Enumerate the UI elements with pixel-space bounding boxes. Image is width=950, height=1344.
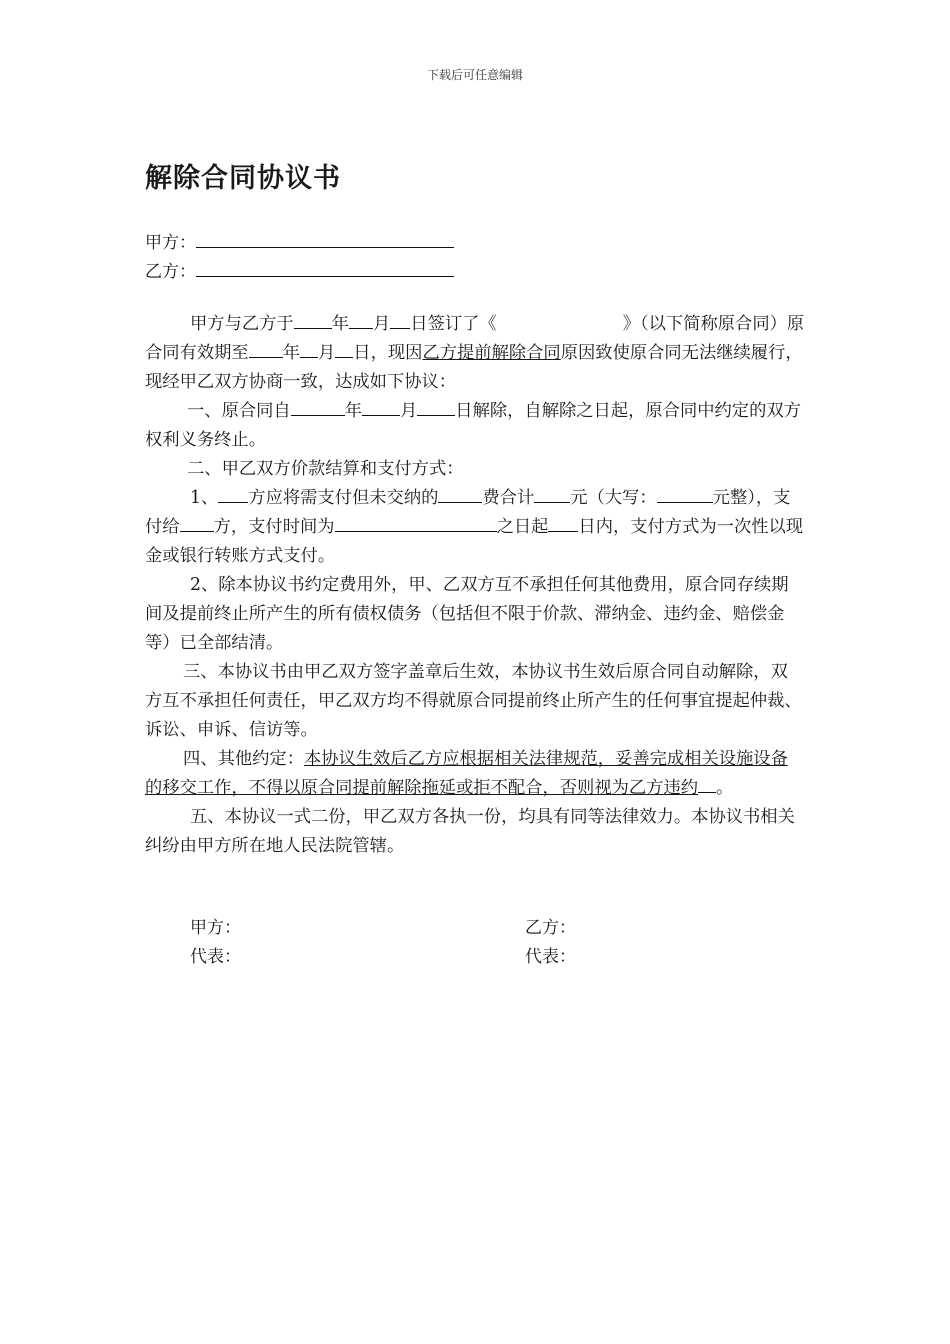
party-b-label: 乙方： [145,262,196,282]
party-b-blank[interactable] [196,262,454,277]
clause-2-1-text: 元（大写： [570,488,657,508]
clause-1-text: 月 [400,401,418,421]
intro-text: 》（以下简称原合同）原合同有效期至 [145,314,805,363]
clause-2-1-text: 方，支付时间为 [213,517,335,537]
clause-4 [145,745,805,803]
clause-4-underline-tail [698,776,716,793]
intro-paragraph [145,310,805,397]
signature-party-a: 甲方： [190,918,241,938]
clause-2-title: 二、甲乙双方价款结算和支付方式： [187,459,464,479]
party-a-blank[interactable] [196,233,454,248]
clause-2-1-text: 元整），支付给 [145,488,791,537]
payee-blank[interactable] [180,515,214,532]
party-a-label: 甲方： [145,233,196,253]
clause-3: 三、本协议书由甲乙双方签字盖章后生效，本协议书生效后原合同自动解除，双方互不承担任何责任，甲乙双方均不得就原合同提前终止所产生的任何事宜提起仲裁、诉讼、申诉、信访等。 [145,662,802,740]
release-month-blank[interactable] [362,399,400,416]
party-b-line [145,257,454,282]
intro-text: 月 [373,314,391,334]
payment-time-blank[interactable] [335,515,497,532]
clause-2-2: 2、除本协议书约定费用外，甲、乙双方互不承担任何其他费用，原合同存续期间及提前终止所产生的所有债权债务（包括但不限于价款、滞纳金、违约金、赔偿金等）已全部结清。 [145,575,789,653]
clause-4-label: 四、其他约定： [183,749,304,769]
intro-text: 日，现因 [353,343,423,363]
payment-days-blank[interactable] [548,515,578,532]
clause-1 [145,397,805,455]
intro-text: 年 [331,314,349,334]
valid-year-blank[interactable] [249,341,283,358]
clause-2-1 [145,484,805,571]
clause-2-1-text: 费合计 [482,488,535,508]
release-day-blank[interactable] [417,399,455,416]
valid-month-blank[interactable] [300,341,318,358]
intro-text: 月 [318,343,336,363]
clause-2-1-text: 日内，支付方式为一次性以现金或银行转账方式支付。 [145,517,804,566]
clause-4-end: 。 [716,778,734,798]
fee-type-blank[interactable] [438,486,482,503]
intro-text: 年 [282,343,300,363]
sign-year-blank[interactable] [294,312,332,329]
signature-rep-a: 代表： [190,947,241,967]
clause-2-1-text: 之日起 [496,517,549,537]
intro-text: 日签订了《 [410,314,497,334]
sign-month-blank[interactable] [349,312,373,329]
signature-party-b: 乙方： [525,918,576,938]
signature-rep-b: 代表： [525,947,576,967]
clause-1-text: 一、原合同自 [187,401,291,421]
clause-2-1-text: 1、 [190,488,219,508]
clause-1-text: 日解除，自解除之日起，原合同中约定的双方权利义务终止。 [145,401,801,450]
release-year-blank[interactable] [291,399,345,416]
intro-text: 甲方与乙方于 [190,314,294,334]
amount-blank[interactable] [534,486,570,503]
termination-reason: 乙方提前解除合同 [422,343,561,363]
intro-text: 原因致使原合同无法继续履行，现经甲乙双方协商一致，达成如下协议： [145,343,803,392]
clause-2-1-text: 方应将需支付但未交纳的 [248,488,439,508]
payer-blank[interactable] [218,486,248,503]
sign-day-blank[interactable] [390,312,410,329]
clause-1-text: 年 [344,401,362,421]
clause-4-content: 本协议生效后乙方应根据相关法律规范，妥善完成相关设施设备的移交工作，不得以原合同提前解除拖延或拒不配合，否则视为乙方违约 [145,749,788,798]
clause-5: 五、本协议一式二份，甲乙双方各执一份，均具有同等法律效力。本协议书相关纠纷由甲方所在地人民法院管辖。 [145,807,795,856]
valid-day-blank[interactable] [335,341,353,358]
amount-words-blank[interactable] [657,486,713,503]
document-title: 解除合同协议书 [145,163,341,194]
party-a-line [145,228,454,253]
agreement-body [145,310,805,861]
header-note: 下载后可任意编辑 [426,68,523,82]
